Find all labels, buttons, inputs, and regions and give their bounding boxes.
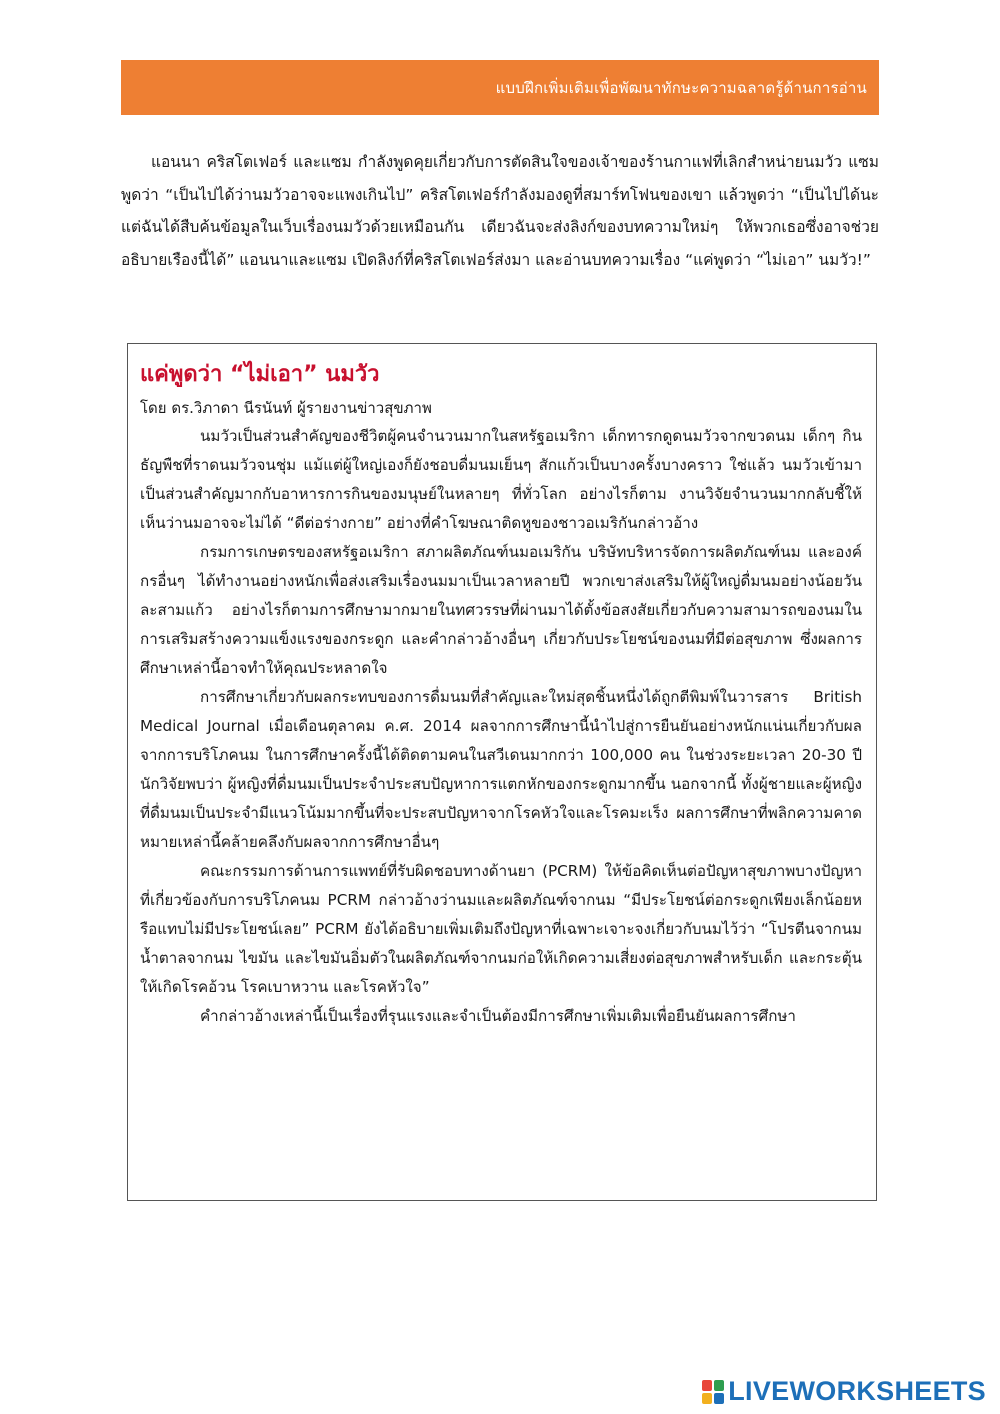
header-band	[121, 60, 879, 115]
logo-square-green	[714, 1380, 724, 1391]
article-paragraph: คำกล่าวอ้างเหล่านี้เป็นเรื่องที่รุนแรงและจำเป็นต้องมีการศึกษาเพิ่มเติมเพื่อยืนยันผลการศึกษา	[200, 1007, 796, 1025]
article-paragraph: นมวัวเป็นส่วนสำคัญของชีวิตผู้คนจำนวนมากในสหรัฐอเมริกา เด็กทารกดูดนมวัวจากขวดนม เด็กๆ กินธัญพืชที่ราดนมวัวจนชุ่ม แม้แต่ผู้ใหญ่เองก็ยังชอบดื่มนมเย็นๆ สักแก้วเป็นบางครั้งบางคราว ใช่แล้ว นมวัวเข้ามาเป็นส่วนสำคัญมากกับอาหารการกินของมนุษย์ในหลายๆ ที่ทั่วโลก อย่างไรก็ตาม งานวิจัยจำนวนมากกลับชี้ให้เห็นว่านมอาจจะไม่ได้ “ดีต่อร่างกาย” อย่างที่คำโฆษณาติดหูของชาวอเมริกันกล่าวอ้าง	[140, 427, 862, 532]
article-paragraph: คณะกรรมการด้านการแพทย์ที่รับผิดชอบทางด้านยา (PCRM) ให้ข้อคิดเห็นต่อปัญหาสุขภาพบางปัญหาที่เกี่ยวข้องกับการบริโภคนม PCRM กล่าวอ้างว่านมและผลิตภัณฑ์จากนม “มีประโยชน์ต่อกระดูกเพียงเล็กน้อยหรือแทบไม่มีประโยชน์เลย” PCRM ยังได้อธิบายเพิ่มเติมถึงปัญหาที่เฉพาะเจาะจงเกี่ยวกับนมไว้ว่า “โปรตีนจากนม น้ำตาลจากนม ไขมัน และไขมันอิ่มตัวในผลิตภัณฑ์จากนมก่อให้เกิดความเสี่ยงต่อสุขภาพสำหรับเด็ก และกระตุ้นให้เกิดโรคอ้วน โรคเบาหวาน และโรคหัวใจ”	[140, 862, 862, 996]
header-title: แบบฝึกเพิ่มเติมเพื่อพัฒนาทักษะความฉลาดรู้ด้านการอ่าน	[495, 78, 867, 97]
article-box	[127, 343, 877, 1201]
watermark-text: LIVEWORKSHEETS	[728, 1376, 986, 1406]
logo-square-red	[702, 1380, 712, 1391]
article-paragraph: การศึกษาเกี่ยวกับผลกระทบของการดื่มนมที่สำคัญและใหม่สุดชิ้นหนึ่งได้ถูกตีพิมพ์ในวารสาร British Medical Journal เมื่อเดือนตุลาคม ค.ศ. 2014 ผลจากการศึกษานี้นำไปสู่การยืนยันอย่างหนักแน่นเกี่ยวกับผลจากการบริโภคนม ในการศึกษาครั้งนี้ได้ติดตามคนในสวีเดนมากกว่า 100,000 คน ในช่วงระยะเวลา 20-30 ปี นักวิจัยพบว่า ผู้หญิงที่ดื่มนมเป็นประจำประสบปัญหาการแตกหักของกระดูกมากขึ้น นอกจากนี้ ทั้งผู้ชายและผู้หญิงที่ดื่มนมเป็นประจำมีแนวโน้มมากขึ้นที่จะประสบปัญหาจากโรคหัวใจและโรคมะเร็ง ผลการศึกษาที่พลิกความคาดหมายเหล่านี้คล้ายคลึงกับผลจากการศึกษาอื่นๆ	[140, 688, 862, 851]
logo-square-blue	[714, 1393, 724, 1404]
liveworksheets-logo-icon	[702, 1380, 724, 1404]
intro-paragraph: แอนนา คริสโตเฟอร์ และแซม กำลังพูดคุยเกี่ยวกับการตัดสินใจของเจ้าของร้านกาแฟที่เลิกสำหน่ายนมวัว แซมพูดว่า “เป็นไปได้ว่านมวัวอาจจะแพงเกินไป” คริสโตเฟอร์กำลังมองดูที่สมาร์ทโฟนของเขา แล้วพูดว่า “เป็นไปได้นะ แต่ฉันได้สืบค้นข้อมูลในเว็บเรื่องนมวัวด้วยเหมือนกัน เดียวฉันจะส่งลิงก์ของบทความใหม่ๆ ให้พวกเธอซึ่งอาจช่วยอธิบายเรืองนี้ได้” แอนนาและแซม เปิดลิงก์ที่คริสโตเฟอร์ส่งมา และอ่านบทความเรื่อง “แค่พูดว่า “ไม่เอา” นมวัว!”	[121, 153, 879, 270]
logo-square-yellow	[702, 1393, 712, 1404]
liveworksheets-watermark	[702, 1376, 986, 1407]
article-body	[140, 422, 862, 1031]
intro-section	[121, 146, 879, 277]
article-paragraph: กรมการเกษตรของสหรัฐอเมริกา สภาผลิตภัณฑ์นมอเมริกัน บริษัทบริหารจัดการผลิตภัณฑ์นม และองค์กรอื่นๆ ได้ทำงานอย่างหนักเพื่อส่งเสริมเรื่องนมมาเป็นเวลาหลายปี พวกเขาส่งเสริมให้ผู้ใหญ่ดื่มนมอย่างน้อยวันละสามแก้ว อย่างไรก็ตามการศึกษามากมายในทศวรรษที่ผ่านมาได้ตั้งข้อสงสัยเกี่ยวกับความสามารถของนมในการเสริมสร้างความแข็งแรงของกระดูก และคำกล่าวอ้างอื่นๆ เกี่ยวกับประโยชน์ของนมที่มีต่อสุขภาพ ซึ่งผลการศึกษาเหล่านี้อาจทำให้คุณประหลาดใจ	[140, 543, 862, 677]
article-byline: โดย ดร.วิภาดา นีรนันท์ ผู้รายงานข่าวสุขภาพ	[140, 399, 432, 417]
article-title: แค่พูดว่า “ไม่เอา” นมวัว	[140, 362, 380, 387]
